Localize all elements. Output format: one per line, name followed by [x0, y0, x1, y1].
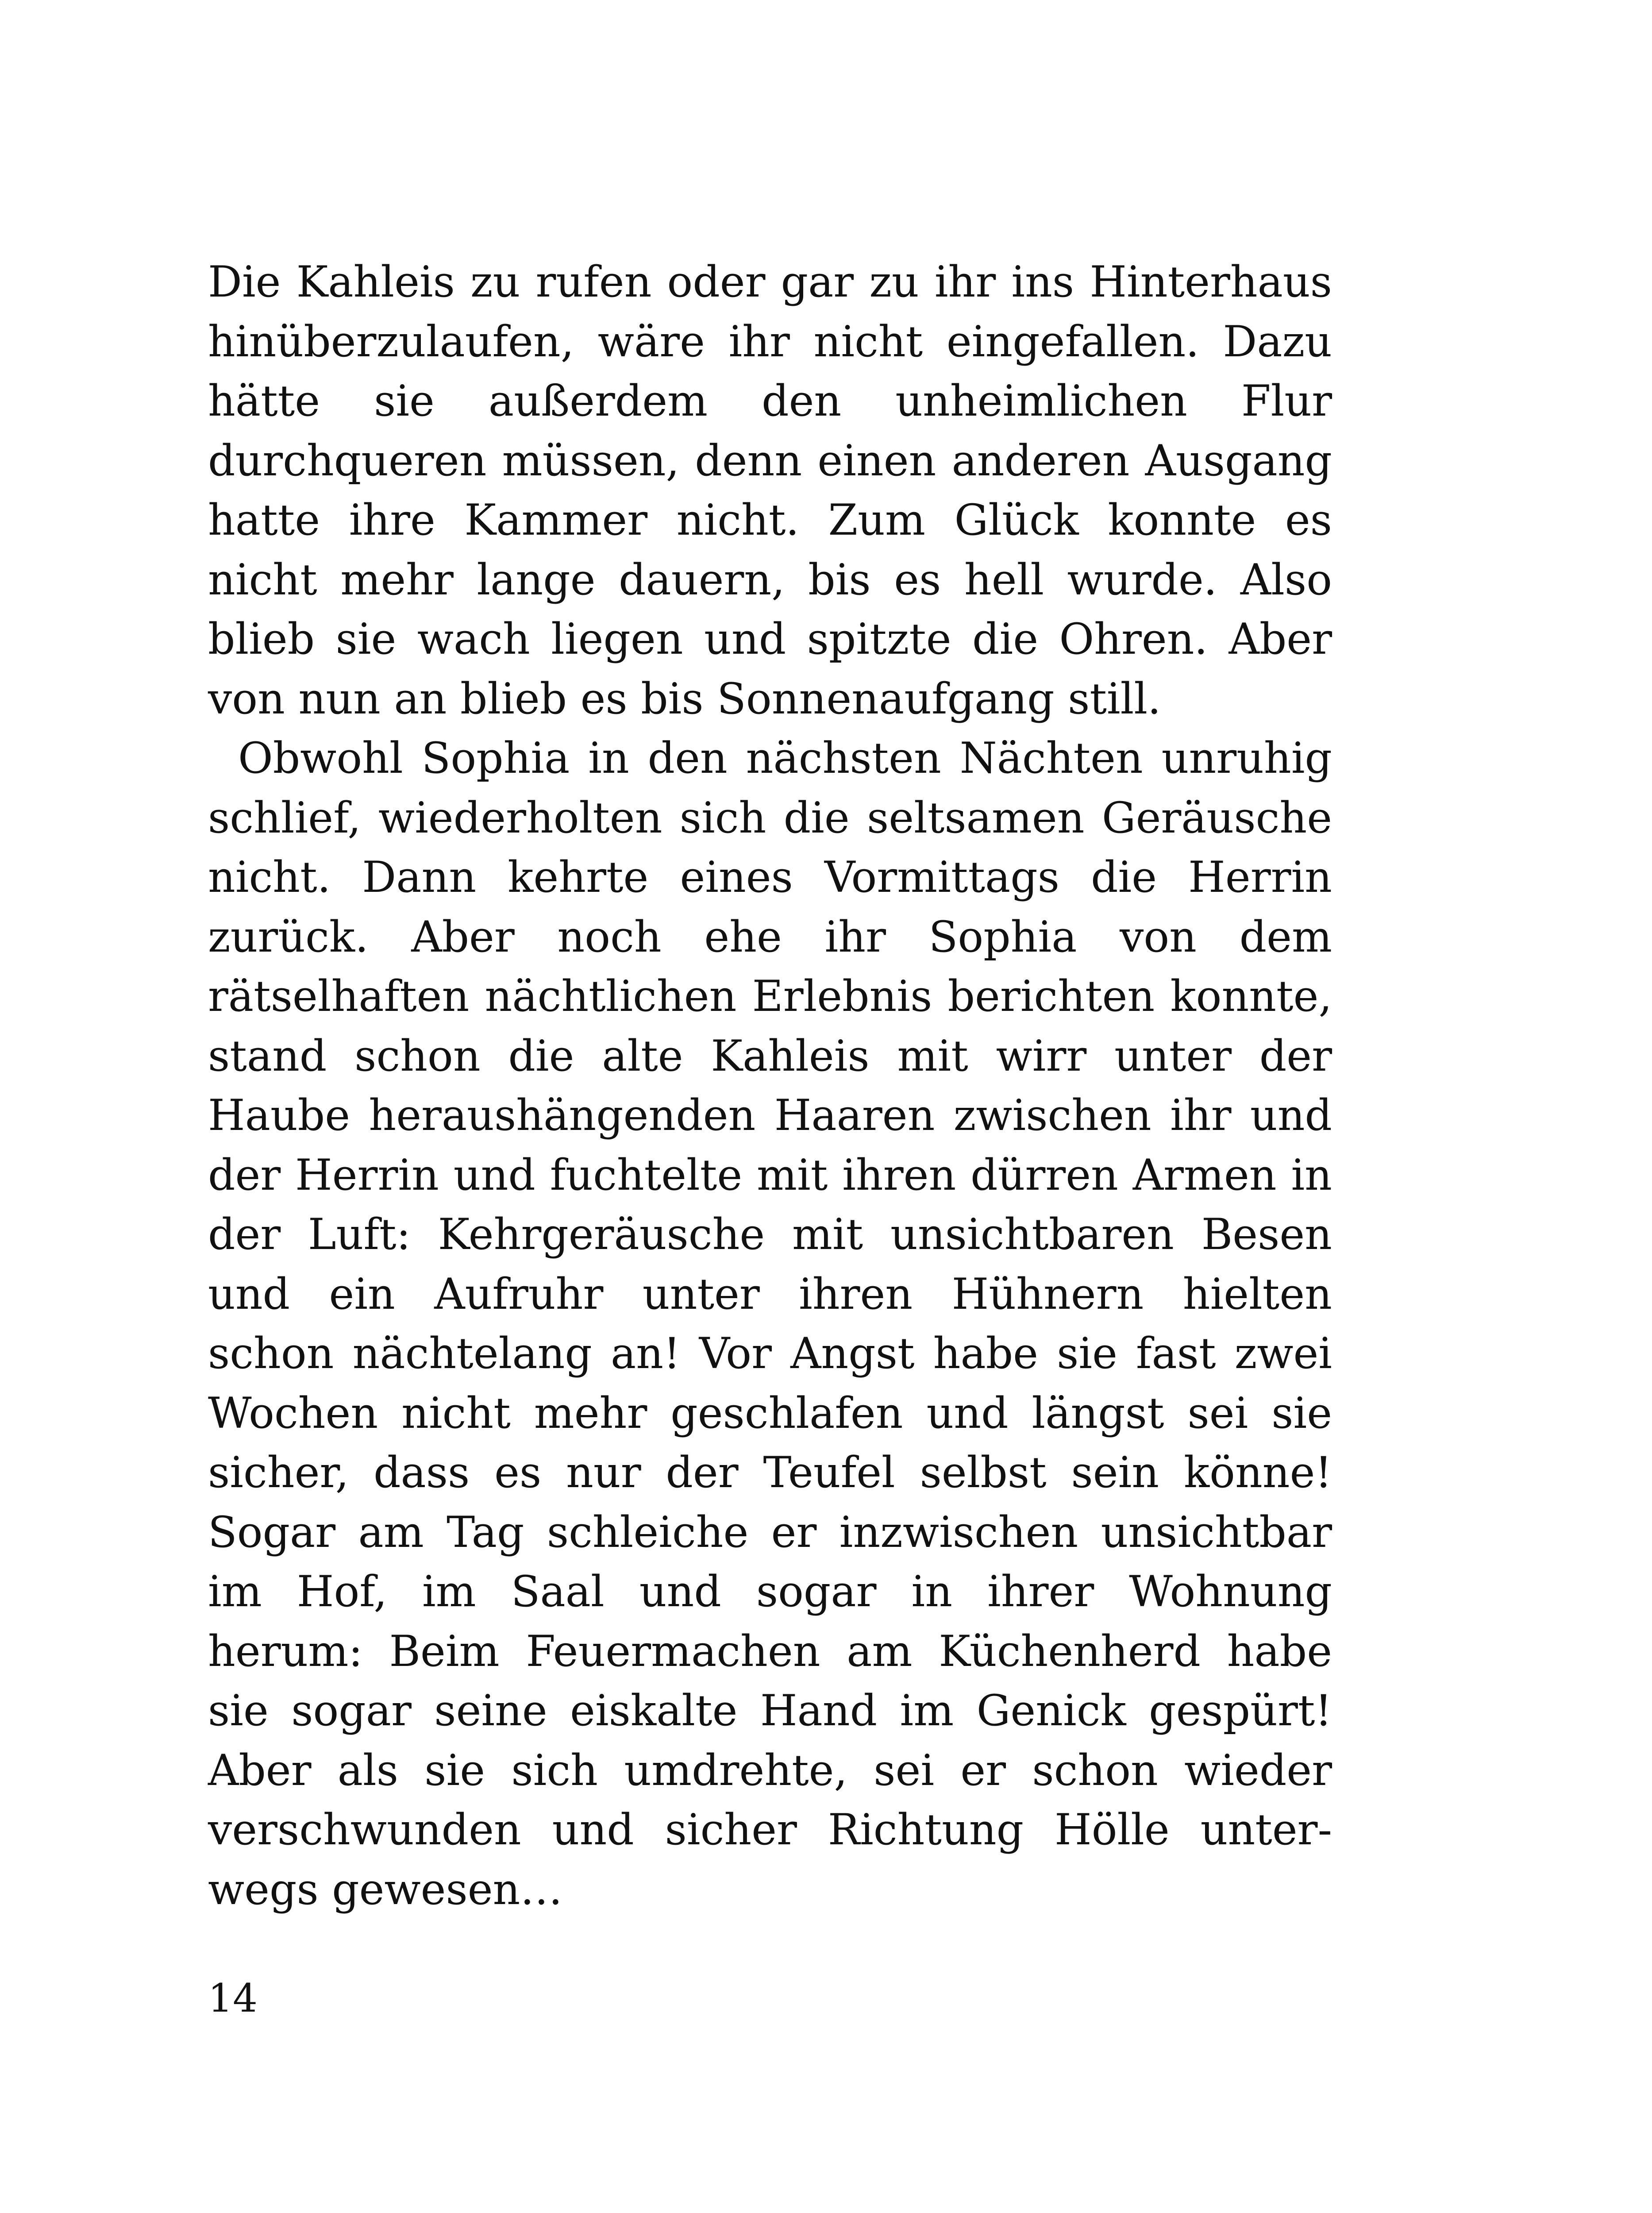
- text-line: sicher, dass es nur der Teufel selbst sein könne!: [208, 1448, 1332, 1497]
- text-line: rätselhaften nächtlichen Erlebnis berichten konnte,: [208, 972, 1332, 1021]
- text-line: schon nächtelang an! Vor Angst habe sie fast zwei: [208, 1329, 1332, 1378]
- text-line: sie sogar seine eiskalte Hand im Genick gespürt!: [208, 1686, 1332, 1735]
- text-line: Obwohl Sophia in den nächsten Nächten unruhig: [238, 733, 1332, 783]
- text-line: verschwunden und sicher Richtung Hölle unter-: [208, 1805, 1332, 1854]
- text-line: hatte ihre Kammer nicht. Zum Glück konnte es: [208, 495, 1332, 545]
- text-line: wegs gewesen…: [208, 1864, 563, 1914]
- text-line: von nun an blieb es bis Sonnenaufgang still.: [208, 674, 1161, 724]
- paragraph-1: [208, 252, 1332, 729]
- text-line: Aber als sie sich umdrehte, sei er schon wieder: [208, 1745, 1332, 1795]
- text-line: stand schon die alte Kahleis mit wirr unter der: [208, 1031, 1332, 1081]
- text-line: schlief, wiederholten sich die seltsamen Geräusche: [208, 793, 1332, 843]
- text-line: der Herrin und fuchtelte mit ihren dürren Armen in: [208, 1150, 1332, 1200]
- text-line: Wochen nicht mehr geschlafen und längst sei sie: [208, 1388, 1332, 1438]
- text-line: Die Kahleis zu rufen oder gar zu ihr ins Hinterhaus: [208, 257, 1332, 307]
- text-line: Haube heraushängenden Haaren zwischen ihr und: [208, 1091, 1332, 1140]
- text-line: hätte sie außerdem den unheimlichen Flur: [208, 376, 1332, 426]
- text-line: im Hof, im Saal und sogar in ihrer Wohnung: [208, 1567, 1332, 1616]
- text-line: und ein Aufruhr unter ihren Hühnern hielten: [208, 1269, 1332, 1319]
- body-text: [208, 252, 1332, 1919]
- text-line: nicht mehr lange dauern, bis es hell wurde. Also: [208, 555, 1332, 605]
- text-line: hinüberzulaufen, wäre ihr nicht eingefallen. Dazu: [208, 316, 1332, 366]
- text-line: durchqueren müssen, denn einen anderen Ausgang: [208, 436, 1332, 486]
- page-number: 14: [208, 1975, 258, 2021]
- text-line: der Luft: Kehrgeräusche mit unsichtbaren Besen: [208, 1210, 1332, 1259]
- text-line: Sogar am Tag schleiche er inzwischen unsichtbar: [208, 1507, 1332, 1557]
- text-line: zurück. Aber noch ehe ihr Sophia von dem: [208, 912, 1332, 962]
- paragraph-2: [208, 729, 1332, 1919]
- text-line: blieb sie wach liegen und spitzte die Ohren. Aber: [208, 614, 1332, 664]
- text-line: nicht. Dann kehrte eines Vormittags die Herrin: [208, 852, 1332, 902]
- text-line: herum: Beim Feuermachen am Küchenherd habe: [208, 1626, 1332, 1676]
